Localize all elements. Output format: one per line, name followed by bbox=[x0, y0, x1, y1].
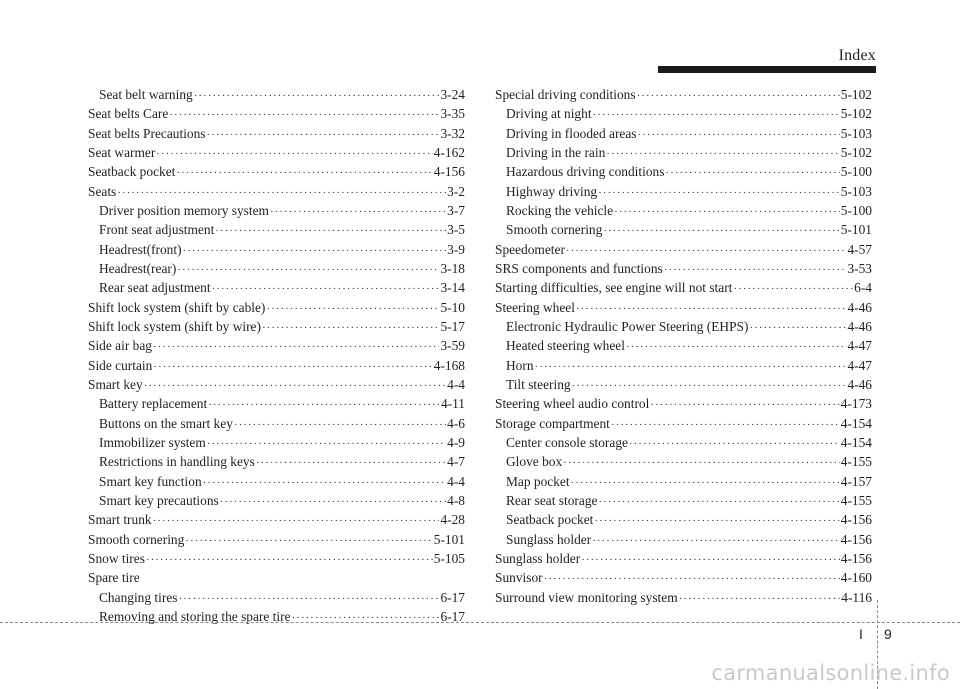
index-subentry bbox=[495, 375, 872, 394]
dot-leader bbox=[153, 338, 439, 357]
page-title: Index bbox=[838, 47, 876, 64]
dot-leader bbox=[215, 222, 446, 241]
entry-term: Rear seat adjustment bbox=[99, 280, 211, 296]
entry-page-ref: 4-4 bbox=[447, 473, 465, 489]
entry-page-ref: 3-2 bbox=[447, 183, 465, 199]
entry-term: Glove box bbox=[506, 454, 563, 470]
entry-page-ref: 4-11 bbox=[440, 396, 465, 412]
entry-term: Smart trunk bbox=[88, 512, 152, 528]
index-subentry bbox=[88, 259, 465, 278]
index-entry bbox=[495, 549, 872, 568]
entry-page-ref: 4-116 bbox=[841, 589, 872, 605]
entry-page-ref: 4-46 bbox=[847, 318, 872, 334]
entry-page-ref: 4-47 bbox=[847, 357, 872, 373]
index-subentry bbox=[495, 182, 872, 201]
entry-term: Map pocket bbox=[506, 473, 570, 489]
entry-term: Seat belt warning bbox=[99, 87, 193, 102]
index-subentry bbox=[88, 278, 465, 297]
entry-page-ref: 5-103 bbox=[840, 183, 872, 199]
entry-term: Seat warmer bbox=[88, 144, 156, 160]
index-subentry bbox=[495, 336, 872, 355]
section-letter: I bbox=[859, 626, 863, 642]
entry-page-ref: 4-155 bbox=[840, 492, 872, 508]
entry-page-ref: 4-8 bbox=[447, 492, 465, 508]
entry-page-ref: 5-100 bbox=[840, 202, 872, 218]
entry-term: Driving in flooded areas bbox=[506, 125, 637, 141]
index-subentry bbox=[88, 491, 465, 510]
entry-page-ref: 3-14 bbox=[440, 280, 465, 296]
dot-leader bbox=[637, 87, 840, 106]
entry-page-ref: 6-4 bbox=[854, 280, 872, 296]
dot-leader bbox=[220, 493, 446, 512]
dot-leader bbox=[733, 280, 853, 299]
entry-term: Smooth cornering bbox=[88, 531, 185, 547]
entry-page-ref: 6-17 bbox=[440, 608, 465, 624]
entry-term: Speedometer bbox=[495, 241, 565, 257]
index-entry bbox=[495, 414, 872, 433]
dot-leader bbox=[208, 396, 440, 415]
entry-page-ref: 5-101 bbox=[433, 531, 465, 547]
index-subentry bbox=[88, 394, 465, 413]
entry-term: Driving in the rain bbox=[506, 144, 606, 160]
entry-page-ref: 3-9 bbox=[447, 241, 465, 257]
index-column-left bbox=[88, 85, 465, 626]
entry-page-ref: 4-4 bbox=[447, 376, 465, 392]
index-entry bbox=[495, 278, 872, 297]
index-entry bbox=[88, 182, 465, 201]
entry-page-ref: 4-173 bbox=[840, 396, 872, 412]
dot-leader bbox=[183, 242, 447, 261]
entry-term: Changing tires bbox=[99, 589, 178, 605]
dot-leader bbox=[262, 319, 440, 338]
entry-term: Horn bbox=[506, 357, 534, 373]
entry-term: Sunglass holder bbox=[506, 531, 592, 547]
index-subentry bbox=[495, 162, 872, 181]
index-subentry bbox=[88, 220, 465, 239]
index-entry bbox=[88, 375, 465, 394]
entry-term: Seats bbox=[88, 183, 117, 199]
index-entry bbox=[88, 568, 465, 587]
index-entry bbox=[495, 240, 872, 259]
dot-leader bbox=[234, 416, 446, 435]
entry-term: Driving at night bbox=[506, 106, 592, 122]
index-subentry bbox=[88, 607, 465, 626]
entry-term: Headrest(front) bbox=[99, 241, 182, 257]
index-column-right bbox=[495, 85, 872, 607]
index-subentry bbox=[88, 472, 465, 491]
dot-leader bbox=[270, 203, 446, 222]
entry-term: Seatback pocket bbox=[88, 164, 176, 180]
entry-page-ref: 4-160 bbox=[840, 570, 872, 586]
entry-term: Shift lock system (shift by wire) bbox=[88, 318, 261, 334]
entry-term: Headrest(rear) bbox=[99, 260, 177, 276]
entry-page-ref: 4-9 bbox=[447, 434, 465, 450]
page-number: 9 bbox=[884, 626, 892, 642]
entry-page-ref: 4-47 bbox=[847, 338, 872, 354]
entry-page-ref: 5-17 bbox=[440, 318, 465, 334]
entry-page-ref: 3-5 bbox=[447, 222, 465, 238]
entry-page-ref: 5-105 bbox=[433, 550, 465, 566]
index-entry bbox=[88, 104, 465, 123]
dot-leader bbox=[185, 532, 432, 551]
index-subentry bbox=[495, 317, 872, 336]
entry-page-ref: 5-103 bbox=[840, 125, 872, 141]
dot-leader bbox=[679, 590, 841, 609]
header-bar bbox=[658, 66, 876, 73]
entry-term: Sunvisor bbox=[495, 570, 543, 586]
entry-term: Smart key precautions bbox=[99, 492, 219, 508]
entry-term: Battery replacement bbox=[99, 396, 208, 412]
index-subentry bbox=[495, 356, 872, 375]
index-entry bbox=[88, 162, 465, 181]
dot-leader bbox=[611, 416, 840, 435]
entry-term: Snow tires bbox=[88, 550, 145, 566]
entry-term: Seat belts Care bbox=[88, 106, 169, 122]
index-entry bbox=[88, 356, 465, 375]
entry-page-ref: 5-102 bbox=[840, 144, 872, 160]
dot-leader bbox=[629, 435, 840, 454]
dot-leader bbox=[598, 184, 840, 203]
entry-page-ref: 3-32 bbox=[440, 125, 465, 141]
entry-term: Center console storage bbox=[506, 434, 628, 450]
entry-page-ref: 3-59 bbox=[440, 338, 465, 354]
dot-leader bbox=[665, 164, 839, 183]
entry-page-ref: 3-7 bbox=[447, 202, 465, 218]
entry-page-ref: 4-57 bbox=[847, 241, 872, 257]
entry-term: Special driving conditions bbox=[495, 87, 636, 102]
index-entry bbox=[88, 143, 465, 162]
entry-term: Hazardous driving conditions bbox=[506, 164, 665, 180]
watermark-text: carmanualsonline.info bbox=[711, 661, 950, 685]
dot-leader bbox=[581, 551, 840, 570]
entry-term: Spare tire bbox=[88, 570, 140, 586]
entry-term: Rear seat storage bbox=[506, 492, 598, 508]
index-entry bbox=[88, 336, 465, 355]
dot-leader bbox=[749, 319, 846, 338]
entry-page-ref: 5-101 bbox=[840, 222, 872, 238]
index-subentry bbox=[88, 452, 465, 471]
entry-page-ref: 4-46 bbox=[847, 299, 872, 315]
dot-leader bbox=[614, 203, 840, 222]
index-entry bbox=[88, 124, 465, 143]
dot-leader bbox=[153, 358, 432, 377]
entry-page-ref: 3-18 bbox=[440, 260, 465, 276]
entry-page-ref: 5-102 bbox=[840, 87, 872, 102]
dot-leader bbox=[638, 126, 840, 145]
entry-page-ref: 3-24 bbox=[440, 87, 465, 102]
index-subentry bbox=[495, 452, 872, 471]
entry-page-ref: 4-6 bbox=[447, 415, 465, 431]
entry-page-ref: 3-35 bbox=[440, 106, 465, 122]
entry-term: Steering wheel bbox=[495, 299, 575, 315]
dot-leader bbox=[603, 222, 839, 241]
entry-term: Rocking the vehicle bbox=[506, 202, 614, 218]
entry-page-ref: 4-155 bbox=[840, 454, 872, 470]
entry-term: Buttons on the smart key bbox=[99, 415, 233, 431]
entry-page-ref: 4-28 bbox=[440, 512, 465, 528]
entry-term: Immobilizer system bbox=[99, 434, 206, 450]
index-subentry bbox=[495, 472, 872, 491]
index-subentry bbox=[495, 530, 872, 549]
dot-leader bbox=[153, 512, 440, 531]
entry-page-ref: 4-156 bbox=[840, 550, 872, 566]
entry-page-ref: 4-46 bbox=[847, 376, 872, 392]
dot-leader bbox=[650, 396, 839, 415]
index-entry bbox=[495, 394, 872, 413]
entry-term: Steering wheel audio control bbox=[495, 396, 650, 412]
index-entry bbox=[495, 588, 872, 607]
entry-page-ref: 4-156 bbox=[840, 512, 872, 528]
index-entry bbox=[495, 259, 872, 278]
entry-term: Sunglass holder bbox=[495, 550, 581, 566]
dot-leader bbox=[626, 338, 846, 357]
index-subentry bbox=[495, 104, 872, 123]
entry-term: Storage compartment bbox=[495, 415, 610, 431]
entry-term: Driver position memory system bbox=[99, 202, 269, 218]
entry-page-ref: 4-156 bbox=[433, 164, 465, 180]
dot-leader bbox=[266, 300, 439, 319]
dot-leader bbox=[177, 261, 439, 280]
entry-term: Heated steering wheel bbox=[506, 338, 625, 354]
index-subentry bbox=[495, 143, 872, 162]
entry-term: Smart key function bbox=[99, 473, 202, 489]
index-subentry bbox=[88, 414, 465, 433]
index-entry bbox=[88, 530, 465, 549]
index-subentry bbox=[495, 433, 872, 452]
index-subentry bbox=[88, 201, 465, 220]
dot-leader bbox=[207, 126, 440, 145]
dot-leader bbox=[598, 493, 839, 512]
dot-leader bbox=[203, 474, 447, 493]
entry-page-ref: 4-162 bbox=[433, 144, 465, 160]
dot-leader bbox=[594, 512, 839, 531]
entry-page-ref: 6-17 bbox=[440, 589, 465, 605]
index-subentry bbox=[495, 510, 872, 529]
index-entry bbox=[495, 568, 872, 587]
index-entry bbox=[495, 85, 872, 104]
dot-leader bbox=[156, 145, 432, 164]
entry-page-ref: 4-154 bbox=[840, 434, 872, 450]
entry-term: Surround view monitoring system bbox=[495, 589, 678, 605]
index-subentry bbox=[88, 85, 465, 104]
dot-leader bbox=[176, 164, 432, 183]
index-entry bbox=[495, 298, 872, 317]
dot-leader bbox=[571, 474, 840, 493]
index-subentry bbox=[495, 491, 872, 510]
entry-term: Smart key bbox=[88, 376, 143, 392]
index-entry bbox=[88, 510, 465, 529]
entry-page-ref: 4-154 bbox=[840, 415, 872, 431]
dot-leader bbox=[256, 454, 446, 473]
entry-page-ref: 5-100 bbox=[840, 164, 872, 180]
dot-leader bbox=[169, 106, 439, 125]
footer-divider bbox=[0, 622, 960, 623]
entry-page-ref: 4-157 bbox=[840, 473, 872, 489]
dot-leader bbox=[535, 358, 847, 377]
entry-term: Smooth cornering bbox=[506, 222, 603, 238]
entry-term: Removing and storing the spare tire bbox=[99, 608, 291, 624]
entry-page-ref: 5-102 bbox=[840, 106, 872, 122]
index-subentry bbox=[495, 201, 872, 220]
index-entry bbox=[88, 549, 465, 568]
dot-leader bbox=[592, 532, 840, 551]
entry-term: Electronic Hydraulic Power Steering (EHPS) bbox=[506, 318, 749, 334]
entry-term: Front seat adjustment bbox=[99, 222, 215, 238]
index-entry bbox=[88, 317, 465, 336]
index-subentry bbox=[88, 240, 465, 259]
entry-term: Side air bag bbox=[88, 338, 152, 354]
index-entry bbox=[88, 298, 465, 317]
dot-leader bbox=[194, 87, 440, 106]
entry-page-ref: 4-168 bbox=[433, 357, 465, 373]
entry-page-ref: 5-10 bbox=[440, 299, 465, 315]
entry-term: Seatback pocket bbox=[506, 512, 594, 528]
entry-term: Starting difficulties, see engine will not start bbox=[495, 280, 733, 296]
dot-leader bbox=[563, 454, 840, 473]
entry-page-ref: 4-7 bbox=[447, 454, 465, 470]
entry-term: Seat belts Precautions bbox=[88, 125, 206, 141]
index-subentry bbox=[495, 124, 872, 143]
dot-leader bbox=[292, 609, 440, 628]
index-subentry bbox=[495, 220, 872, 239]
dot-leader bbox=[146, 551, 433, 570]
entry-term: Side curtain bbox=[88, 357, 153, 373]
entry-page-ref: 4-156 bbox=[840, 531, 872, 547]
index-subentry bbox=[88, 433, 465, 452]
entry-term: Restrictions in handling keys bbox=[99, 454, 255, 470]
entry-term: Tilt steering bbox=[506, 376, 571, 392]
entry-term: Highway driving bbox=[506, 183, 598, 199]
entry-page-ref: 3-53 bbox=[847, 260, 872, 276]
index-subentry bbox=[88, 588, 465, 607]
entry-term: SRS components and functions bbox=[495, 260, 663, 276]
entry-term: Shift lock system (shift by cable) bbox=[88, 299, 266, 315]
